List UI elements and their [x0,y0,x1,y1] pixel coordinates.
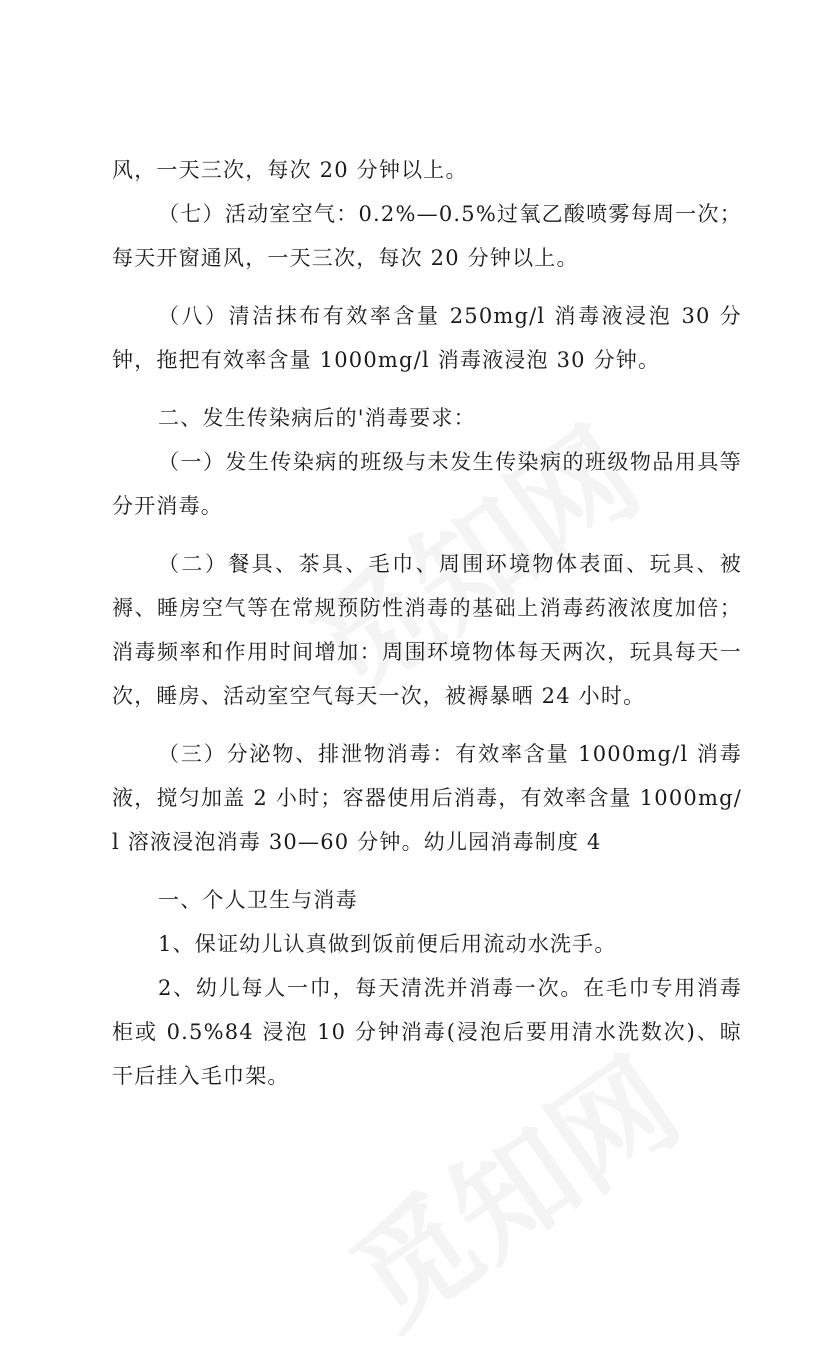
paragraph-sub-3: （三）分泌物、排泄物消毒：有效率含量 1000mg/l 消毒液，搅匀加盖 2 小时；容器使用后消毒，有效率含量 1000mg/l 溶液浸泡消毒 30—60 分钟。幼儿园消毒制度 4 [112,742,742,854]
list-item-2: 2、幼儿每人一巾，每天清洗并消毒一次。在毛巾专用消毒柜或 0.5%84 浸泡 10 分钟消毒(浸泡后要用清水洗数次)、晾干后挂入毛巾架。 [112,976,742,1088]
paragraph-item-8: （八）清洁抹布有效率含量 250mg/l 消毒液浸泡 30 分钟，拖把有效率含量 1000mg/l 消毒液浸泡 30 分钟。 [112,304,742,372]
section-heading-2: 二、发生传染病后的'消毒要求： [158,406,476,430]
section-heading-1: 一、个人卫生与消毒 [158,888,358,912]
paragraph-sub-2: （二）餐具、茶具、毛巾、周围环境物体表面、玩具、被褥、睡房空气等在常规预防性消毒的基础上消毒药液浓度加倍；消毒频率和作用时间增加：周围环境物体每天两次，玩具每天一次，睡房、活动室空气每天一次，被褥暴晒 24 小时。 [112,552,742,708]
list-item-1: 1、保证幼儿认真做到饭前便后用流动水洗手。 [158,932,617,956]
paragraph-continuation: 风，一天三次，每次 20 分钟以上。 [112,158,468,182]
paragraph-item-7: （七）活动室空气：0.2%—0.5%过氧乙酸喷雾每周一次；每天开窗通风，一天三次，每次 20 分钟以上。 [112,202,742,270]
paragraph-sub-1: （一）发生传染病的班级与未发生传染病的班级物品用具等分开消毒。 [112,450,742,518]
document-body [112,148,742,1112]
